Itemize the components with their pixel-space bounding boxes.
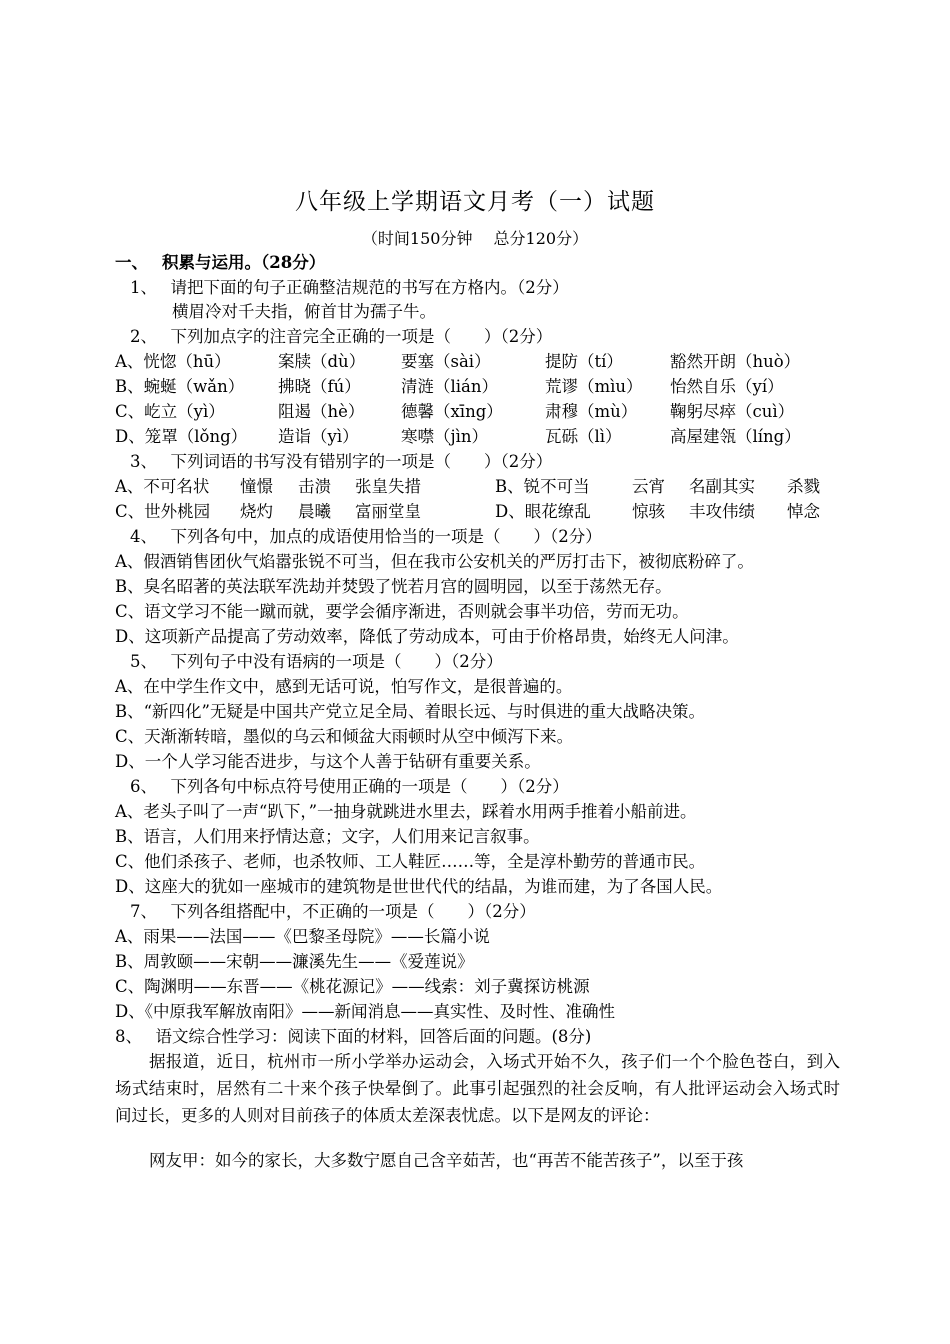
question-7-stem: 7、 下列各组搭配中，不正确的一项是（ ）（2分） [130, 902, 536, 921]
option-item: A、恍惚（hū） [115, 352, 231, 371]
option-item: 击溃 [298, 477, 331, 496]
question-1-text: 横眉冷对千夫指，俯首甘为孺子牛。 [172, 302, 436, 321]
option-item: 高屋建瓴（líng） [670, 427, 801, 446]
option-item: C、屹立（yì） [115, 402, 225, 421]
option-text: A、老头子叫了一声“趴下，”一抽身就跳进水里去，踩着水用两手推着小船前进。 [115, 802, 697, 821]
option-item: 张皇失措 [355, 477, 421, 496]
option-item: 晨曦 [298, 502, 331, 521]
option-text: C、陶渊明——东晋——《桃花源记》——线索：刘子冀探访桃源 [115, 977, 590, 996]
question-1-stem: 1、 请把下面的句子正确整洁规范的书写在方格内。（2分） [130, 278, 569, 297]
question-4-stem: 4、 下列各句中，加点的成语使用恰当的一项是（ ）（2分） [130, 527, 602, 546]
option-text: D、这座大的犹如一座城市的建筑物是世世代代的结晶，为谁而建，为了各国人民。 [115, 877, 723, 896]
option-text: C、他们杀孩子、老师，也杀牧师、工人鞋匠……等，全是淳朴勤劳的普通市民。 [115, 852, 706, 871]
option-item: B、蜿蜒（wǎn） [115, 377, 245, 396]
question-2-stem: 2、 下列加点字的注音完全正确的一项是（ ）（2分） [130, 327, 553, 346]
question-8-stem: 8、 语文综合性学习：阅读下面的材料，回答后面的问题。(8分) [115, 1027, 592, 1046]
option-text: A、在中学生作文中，感到无话可说，怕写作文，是很普遍的。 [115, 677, 573, 696]
option-item: 荒谬（mìu） [545, 377, 643, 396]
option-item: 案牍（dù） [278, 352, 366, 371]
option-item: C、世外桃园 [115, 502, 211, 521]
option-text: C、语文学习不能一蹴而就，要学会循序渐进，否则就会事半功倍，劳而无功。 [115, 602, 689, 621]
option-item: 寒噤（jìn） [401, 427, 489, 446]
option-item: 鞠躬尽瘁（cuì） [670, 402, 795, 421]
option-text: A、雨果——法国——《巴黎圣母院》——长篇小说 [115, 927, 490, 946]
option-text: D、一个人学习能否进步，与这个人善于钻研有重要关系。 [115, 752, 541, 771]
option-item: A、不可名状 [115, 477, 210, 496]
option-item: 惊骇 [632, 502, 665, 521]
option-item: 清涟（lián） [401, 377, 499, 396]
question-6-stem: 6、 下列各句中标点符号使用正确的一项是（ ）（2分） [130, 777, 569, 796]
option-text: B、周敦颐——宋朝——濂溪先生——《爱莲说》 [115, 952, 474, 971]
option-item: 提防（tí） [545, 352, 623, 371]
option-item: 杀戮 [787, 477, 820, 496]
option-item: 要塞（sài） [401, 352, 491, 371]
section-heading: 一、 积累与运用。（28分） [115, 253, 326, 272]
option-item: 肃穆（mù） [545, 402, 638, 421]
option-item: 德馨（xīng） [401, 402, 503, 421]
option-text: D、这项新产品提高了劳动效率，降低了劳动成本，可由于价格昂贵，始终无人问津。 [115, 627, 739, 646]
option-item: 云宵 [632, 477, 665, 496]
option-item: 富丽堂皇 [355, 502, 421, 521]
reading-paragraph: 网友甲：如今的家长，大多数宁愿自己含辛茹苦，也“再苦不能苦孩子”，以至于孩 [149, 1151, 744, 1170]
question-3-stem: 3、 下列词语的书写没有错别字的一项是（ ）（2分） [130, 452, 553, 471]
option-item: 怡然自乐（yí） [670, 377, 784, 396]
page-title: 八年级上学期语文月考（一）试题 [295, 189, 655, 215]
option-text: B、语言，人们用来抒情达意；文字，人们用来记言叙事。 [115, 827, 540, 846]
reading-paragraph: 据报道，近日，杭州市一所小学举办运动会，入场式开始不久，孩子们一个个脸色苍白，到入场式结束时，居然有二十来个孩子快晕倒了。此事引起强烈的社会反响，有人批评运动会入场式时间过长，更多的人则对目前孩子的体质太差深表忧虑。以下是网友的评论： [115, 1052, 840, 1125]
option-item: 憧憬 [240, 477, 273, 496]
option-text: A、假酒销售团伙气焰嚣张锐不可当，但在我市公安机关的严厉打击下，被彻底粉碎了。 [115, 552, 754, 571]
option-item: 瓦砾（lì） [545, 427, 622, 446]
option-item: 阻遏（hè） [278, 402, 365, 421]
option-item: B、锐不可当 [495, 477, 590, 496]
option-item: 拂晓（fú） [278, 377, 361, 396]
option-item: D、笼罩（lǒng） [115, 427, 248, 446]
option-text: B、“新四化”无疑是中国共产党立足全局、着眼长远、与时俱进的重大战略决策。 [115, 702, 705, 721]
option-text: C、天渐渐转暗，墨似的乌云和倾盆大雨顿时从空中倾泻下来。 [115, 727, 574, 746]
option-text: D、《中原我军解放南阳》——新闻消息——真实性、及时性、准确性 [115, 1002, 615, 1021]
option-item: 烧灼 [240, 502, 273, 521]
option-item: D、眼花缭乱 [495, 502, 591, 521]
option-item: 丰攻伟绩 [689, 502, 755, 521]
option-item: 悼念 [787, 502, 820, 521]
option-text: B、臭名昭著的英法联军洗劫并焚毁了恍若月宫的圆明园，以至于荡然无存。 [115, 577, 672, 596]
page-subtitle: （时间150分钟 总分120分） [361, 229, 589, 248]
option-item: 造诣（yì） [278, 427, 359, 446]
option-item: 豁然开朗（huò） [670, 352, 801, 371]
option-item: 名副其实 [689, 477, 755, 496]
question-5-stem: 5、 下列句子中没有语病的一项是（ ）（2分） [130, 652, 503, 671]
